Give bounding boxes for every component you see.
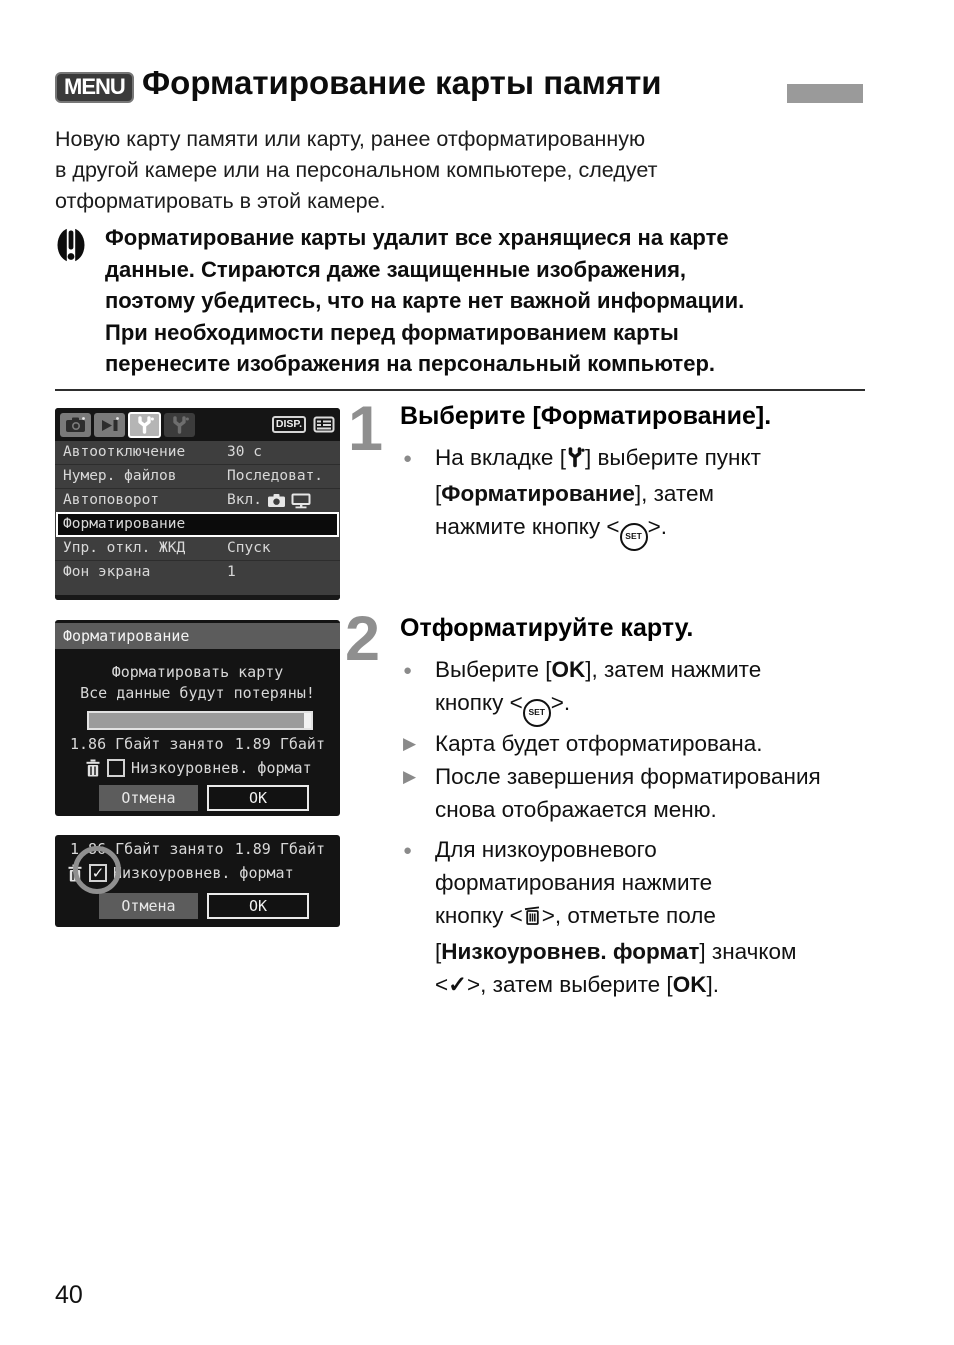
lowlevel-label: Низкоуровнев. формат — [131, 759, 312, 777]
intro-paragraph — [55, 124, 815, 217]
wrench-icon — [566, 448, 585, 473]
format-dialog-screenshot — [55, 620, 340, 816]
text-segment: >, отметьте поле — [541, 903, 716, 928]
text-segment: [ — [435, 939, 442, 964]
bullet-item — [403, 833, 918, 1001]
cancel-button: Отмена — [99, 893, 198, 919]
text-segment: После завершения форматирования — [435, 763, 821, 789]
confirm-line-1: Форматировать карту — [111, 663, 284, 681]
info-grid-icon — [313, 416, 335, 433]
page-number: 40 — [55, 1281, 83, 1309]
used-space: 1.86 Гбайт занято — [70, 840, 224, 858]
title-accent-bar — [787, 84, 863, 103]
text-segment: кнопку < — [435, 690, 523, 715]
lowlevel-format-row — [85, 759, 312, 777]
autorotate-value: Вкл. — [227, 492, 262, 508]
caution-exclamation-icon — [56, 226, 86, 269]
text-segment: [ — [435, 481, 442, 506]
warning-line: Форматирование карты удалит все хранящиеся на карте — [105, 225, 729, 250]
custom-wrench-tab-icon — [164, 413, 195, 437]
menu-row-label: Автоотключение — [63, 444, 186, 460]
arrow-bullet-icon: ▶ — [403, 733, 417, 753]
setup-wrench-tab-icon — [128, 412, 161, 438]
dot-bullet-icon: ● — [403, 450, 413, 467]
text-segment: ] значком — [699, 939, 797, 964]
text-segment: кнопку < — [435, 903, 523, 928]
lowlevel-instructions — [403, 833, 918, 1001]
set-button-icon: SET — [620, 523, 648, 551]
ok-button: OK — [207, 785, 309, 811]
menu-row — [55, 441, 340, 464]
dot-bullet-icon: ● — [403, 842, 413, 859]
card-usage-bar — [87, 711, 313, 730]
menu-row-selected-format — [56, 512, 339, 537]
text-segment: форматирования нажмите — [435, 870, 713, 895]
menu-row-value: 30 с — [227, 444, 262, 460]
step-1-bullets — [403, 441, 918, 551]
bullet-text: Карта будет отформатирована. — [435, 730, 763, 756]
menu-row-label: Автоповорот — [63, 492, 160, 508]
text-segment: ]. — [706, 972, 719, 997]
card-size-line — [55, 735, 340, 753]
camera-menu-screenshot — [55, 408, 340, 600]
dialog-title: Форматирование — [55, 623, 340, 649]
trash-icon — [85, 759, 101, 777]
total-space: 1.89 Гбайт — [234, 840, 325, 858]
text-segment-bold: OK — [672, 972, 707, 997]
step-1-heading: Выберите [Форматирование]. — [400, 402, 772, 430]
intro-line: Новую карту памяти или карту, ранее отформатированную — [55, 127, 646, 151]
disp-badge: DISP. — [272, 416, 306, 433]
warning-line: перенесите изображения на персональный компьютер. — [105, 351, 715, 376]
text-segment: ] выберите пункт — [584, 445, 761, 470]
menu-row-value: Спуск — [227, 540, 271, 556]
result-item — [403, 760, 918, 826]
menu-row — [55, 560, 340, 584]
warning-line: данные. Стираются даже защищенные изображения, — [105, 256, 687, 282]
text-segment: ], затем нажмите — [585, 657, 762, 682]
menu-row — [55, 537, 340, 560]
ok-button: OK — [207, 893, 309, 919]
text-segment: >, затем выберите [ — [467, 972, 673, 997]
dot-bullet-icon: ● — [403, 662, 413, 679]
menu-row — [55, 488, 340, 512]
text-segment: нажмите кнопку < — [435, 514, 620, 539]
set-button-icon: SET — [523, 699, 551, 727]
lowlevel-label: Низкоуровнев. формат — [113, 864, 294, 882]
menu-row — [55, 464, 340, 488]
confirm-line-2: Все данные будут потеряны! — [80, 684, 315, 702]
lowlevel-format-screenshot — [55, 835, 340, 927]
menu-tab-bar — [55, 408, 340, 441]
result-item — [403, 727, 918, 760]
text-segment-bold: Низкоуровнев. формат — [441, 939, 700, 964]
menu-row-value — [227, 489, 311, 512]
menu-row-label: Упр. откл. ЖКД — [63, 540, 186, 556]
warning-text — [105, 222, 875, 380]
menu-row-label: Форматирование — [63, 516, 186, 532]
step-2-bullets — [403, 653, 918, 826]
step-number-2: 2 — [345, 604, 381, 674]
text-segment-bold: Форматирование — [441, 481, 635, 506]
intro-line: отформатировать в этой камере. — [55, 189, 386, 213]
text-segment: Для низкоуровневого — [435, 837, 657, 862]
bullet-item — [403, 653, 918, 727]
total-space: 1.89 Гбайт — [234, 735, 325, 753]
screen-bottom-strip — [55, 595, 340, 600]
playback-tab-icon — [94, 413, 125, 437]
text-segment: Выберите [ — [435, 657, 552, 682]
checkmark-icon: ✓ — [448, 972, 467, 997]
lowlevel-checkbox-unchecked — [107, 759, 125, 777]
text-segment: снова отображается меню. — [435, 796, 717, 822]
highlight-circle-annotation — [73, 846, 121, 894]
menu-badge: MENU — [55, 72, 134, 103]
bullet-text — [435, 760, 918, 826]
text-segment-bold: OK — [551, 657, 586, 682]
menu-row-value: 1 — [227, 564, 236, 580]
camera-tab-icon — [60, 413, 91, 437]
intro-line: в другой камере или на персональном компьютере, следует — [55, 158, 658, 182]
warning-line: поэтому убедитесь, что на карте нет важной информации. — [105, 288, 745, 313]
text-segment: >. — [550, 690, 571, 715]
text-segment: На вкладке [ — [435, 445, 566, 470]
text-segment: >. — [647, 514, 667, 539]
menu-row-value: Последоват. — [227, 468, 324, 484]
bullet-text — [435, 441, 918, 551]
arrow-bullet-icon: ▶ — [403, 766, 417, 786]
camera-icon — [267, 493, 286, 508]
monitor-icon — [291, 493, 311, 509]
section-divider — [55, 389, 865, 391]
erase-trash-icon — [523, 906, 542, 931]
step-number-1: 1 — [348, 394, 384, 464]
menu-row-label: Нумер. файлов — [63, 468, 177, 484]
used-space: 1.86 Гбайт занято — [70, 735, 224, 753]
page-title: Форматирование карты памяти — [142, 64, 662, 101]
bullet-text — [435, 653, 918, 727]
cancel-button: Отмена — [99, 785, 198, 811]
lowlevel-checkbox-checked: ✓ — [89, 864, 107, 882]
bullet-item — [403, 441, 918, 551]
text-segment: < — [435, 972, 449, 997]
warning-line: При необходимости перед форматированием карты — [105, 319, 679, 345]
bullet-text — [435, 833, 918, 1001]
free-space-segment — [304, 713, 311, 728]
menu-row-label: Фон экрана — [63, 564, 151, 580]
step-2-heading: Отформатируйте карту. — [400, 614, 694, 642]
text-segment: ], затем — [634, 481, 714, 506]
